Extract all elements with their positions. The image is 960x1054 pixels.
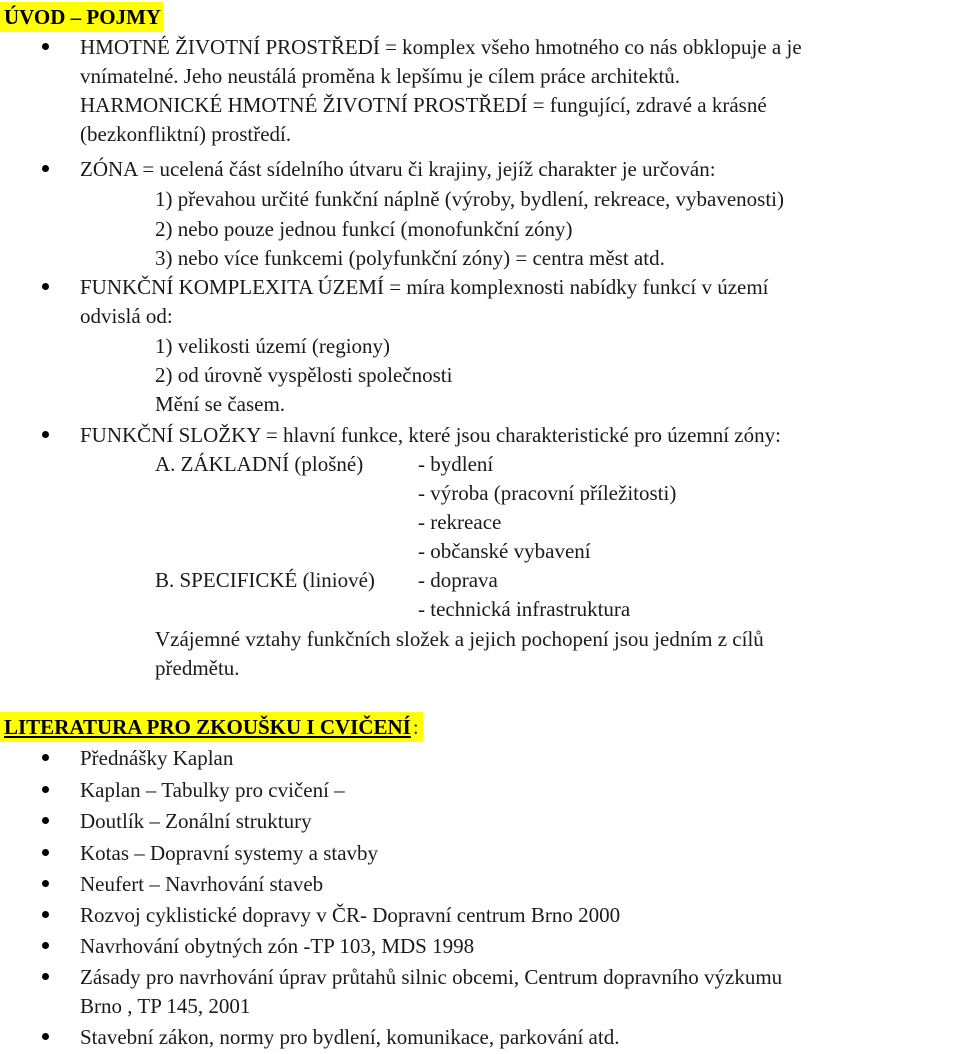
literature-item: Zásady pro navrhování úprav průtahů silnic obcemi, Centrum dopravního výzkumu [80, 965, 783, 989]
literature-item: Rozvoj cyklistické dopravy v ČR- Dopravní centrum Brno 2000 [80, 903, 621, 927]
slozky-a-item-1: - bydlení [418, 452, 494, 476]
literature-item: Přednášky Kaplan [80, 746, 234, 770]
literature-item: Navrhování obytných zón -TP 103, MDS 1998 [80, 934, 475, 958]
literature-item: Kotas – Dopravní systemy a stavby [80, 841, 379, 865]
literature-item: Stavební zákon, normy pro bydlení, komunikace, parkování atd. [80, 1025, 620, 1049]
bullet-hmotne-line1: HMOTNÉ ŽIVOTNÍ PROSTŘEDÍ = komplex všeho hmotného co nás obklopuje a je [80, 35, 802, 59]
bullet-hmotne-line3: HARMONICKÉ HMOTNÉ ŽIVOTNÍ PROSTŘEDÍ = fungující, zdravé a krásné [80, 93, 767, 117]
slozky-summary-line2: předmětu. [155, 656, 240, 680]
slozky-b-label: B. SPECIFICKÉ (liniové) [155, 568, 375, 592]
komplexita-item-1: 1) velikosti území (regiony) [155, 334, 391, 358]
slozky-b-item-1: - doprava [418, 568, 498, 592]
bullet-slozky-line1: FUNKČNÍ SLOŽKY = hlavní funkce, které jsou charakteristické pro územní zóny: [80, 423, 781, 447]
slozky-b-item-2: - technická infrastruktura [418, 597, 631, 621]
heading-colon: : [413, 712, 423, 742]
slozky-a-item-3: - rekreace [418, 510, 502, 534]
slozky-a-item-2: - výroba (pracovní příležitosti) [418, 481, 677, 505]
zona-item-2: 2) nebo pouze jednou funkcí (monofunkční zóny) [155, 217, 573, 241]
literature-item: Doutlík – Zonální struktury [80, 809, 312, 833]
komplexita-note: Mění se časem. [155, 392, 286, 416]
komplexita-item-2: 2) od úrovně vyspělosti společnosti [155, 363, 453, 387]
literature-item-continuation: Brno , TP 145, 2001 [80, 994, 251, 1018]
literature-item: Neufert – Navrhování staveb [80, 872, 324, 896]
zona-item-1: 1) převahou určité funkční náplně (výroby, bydlení, rekreace, vybavenosti) [155, 187, 784, 211]
section-heading-uvod [0, 2, 163, 32]
slozky-summary-line1: Vzájemné vztahy funkčních složek a jejich pochopení jsou jedním z cílů [155, 627, 764, 651]
heading-highlight: ÚVOD – POJMY [0, 2, 163, 32]
zona-item-3: 3) nebo více funkcemi (polyfunkční zóny) = centra měst atd. [155, 246, 665, 270]
slozky-a-item-4: - občanské vybavení [418, 539, 591, 563]
komplexita-line2: odvislá od: [80, 304, 173, 328]
bullet-zona-line1: ZÓNA = ucelená část sídelního útvaru či krajiny, jejíž charakter je určován: [80, 157, 716, 181]
literature-item: Kaplan – Tabulky pro cvičení – [80, 778, 345, 802]
bullet-hmotne-line2: vnímatelné. Jeho neustálá proměna k lepšímu je cílem práce architektů. [80, 64, 681, 88]
heading-highlight-underlined: LITERATURA PRO ZKOUŠKU I CVIČENÍ [0, 712, 413, 742]
bullet-komplexita-line1: FUNKČNÍ KOMPLEXITA ÚZEMÍ = míra komplexnosti nabídky funkcí v území [80, 275, 769, 299]
slozky-a-label: A. ZÁKLADNÍ (plošné) [155, 452, 364, 476]
section-heading-literatura [0, 712, 423, 742]
bullet-hmotne-line4: (bezkonfliktní) prostředí. [80, 122, 292, 146]
